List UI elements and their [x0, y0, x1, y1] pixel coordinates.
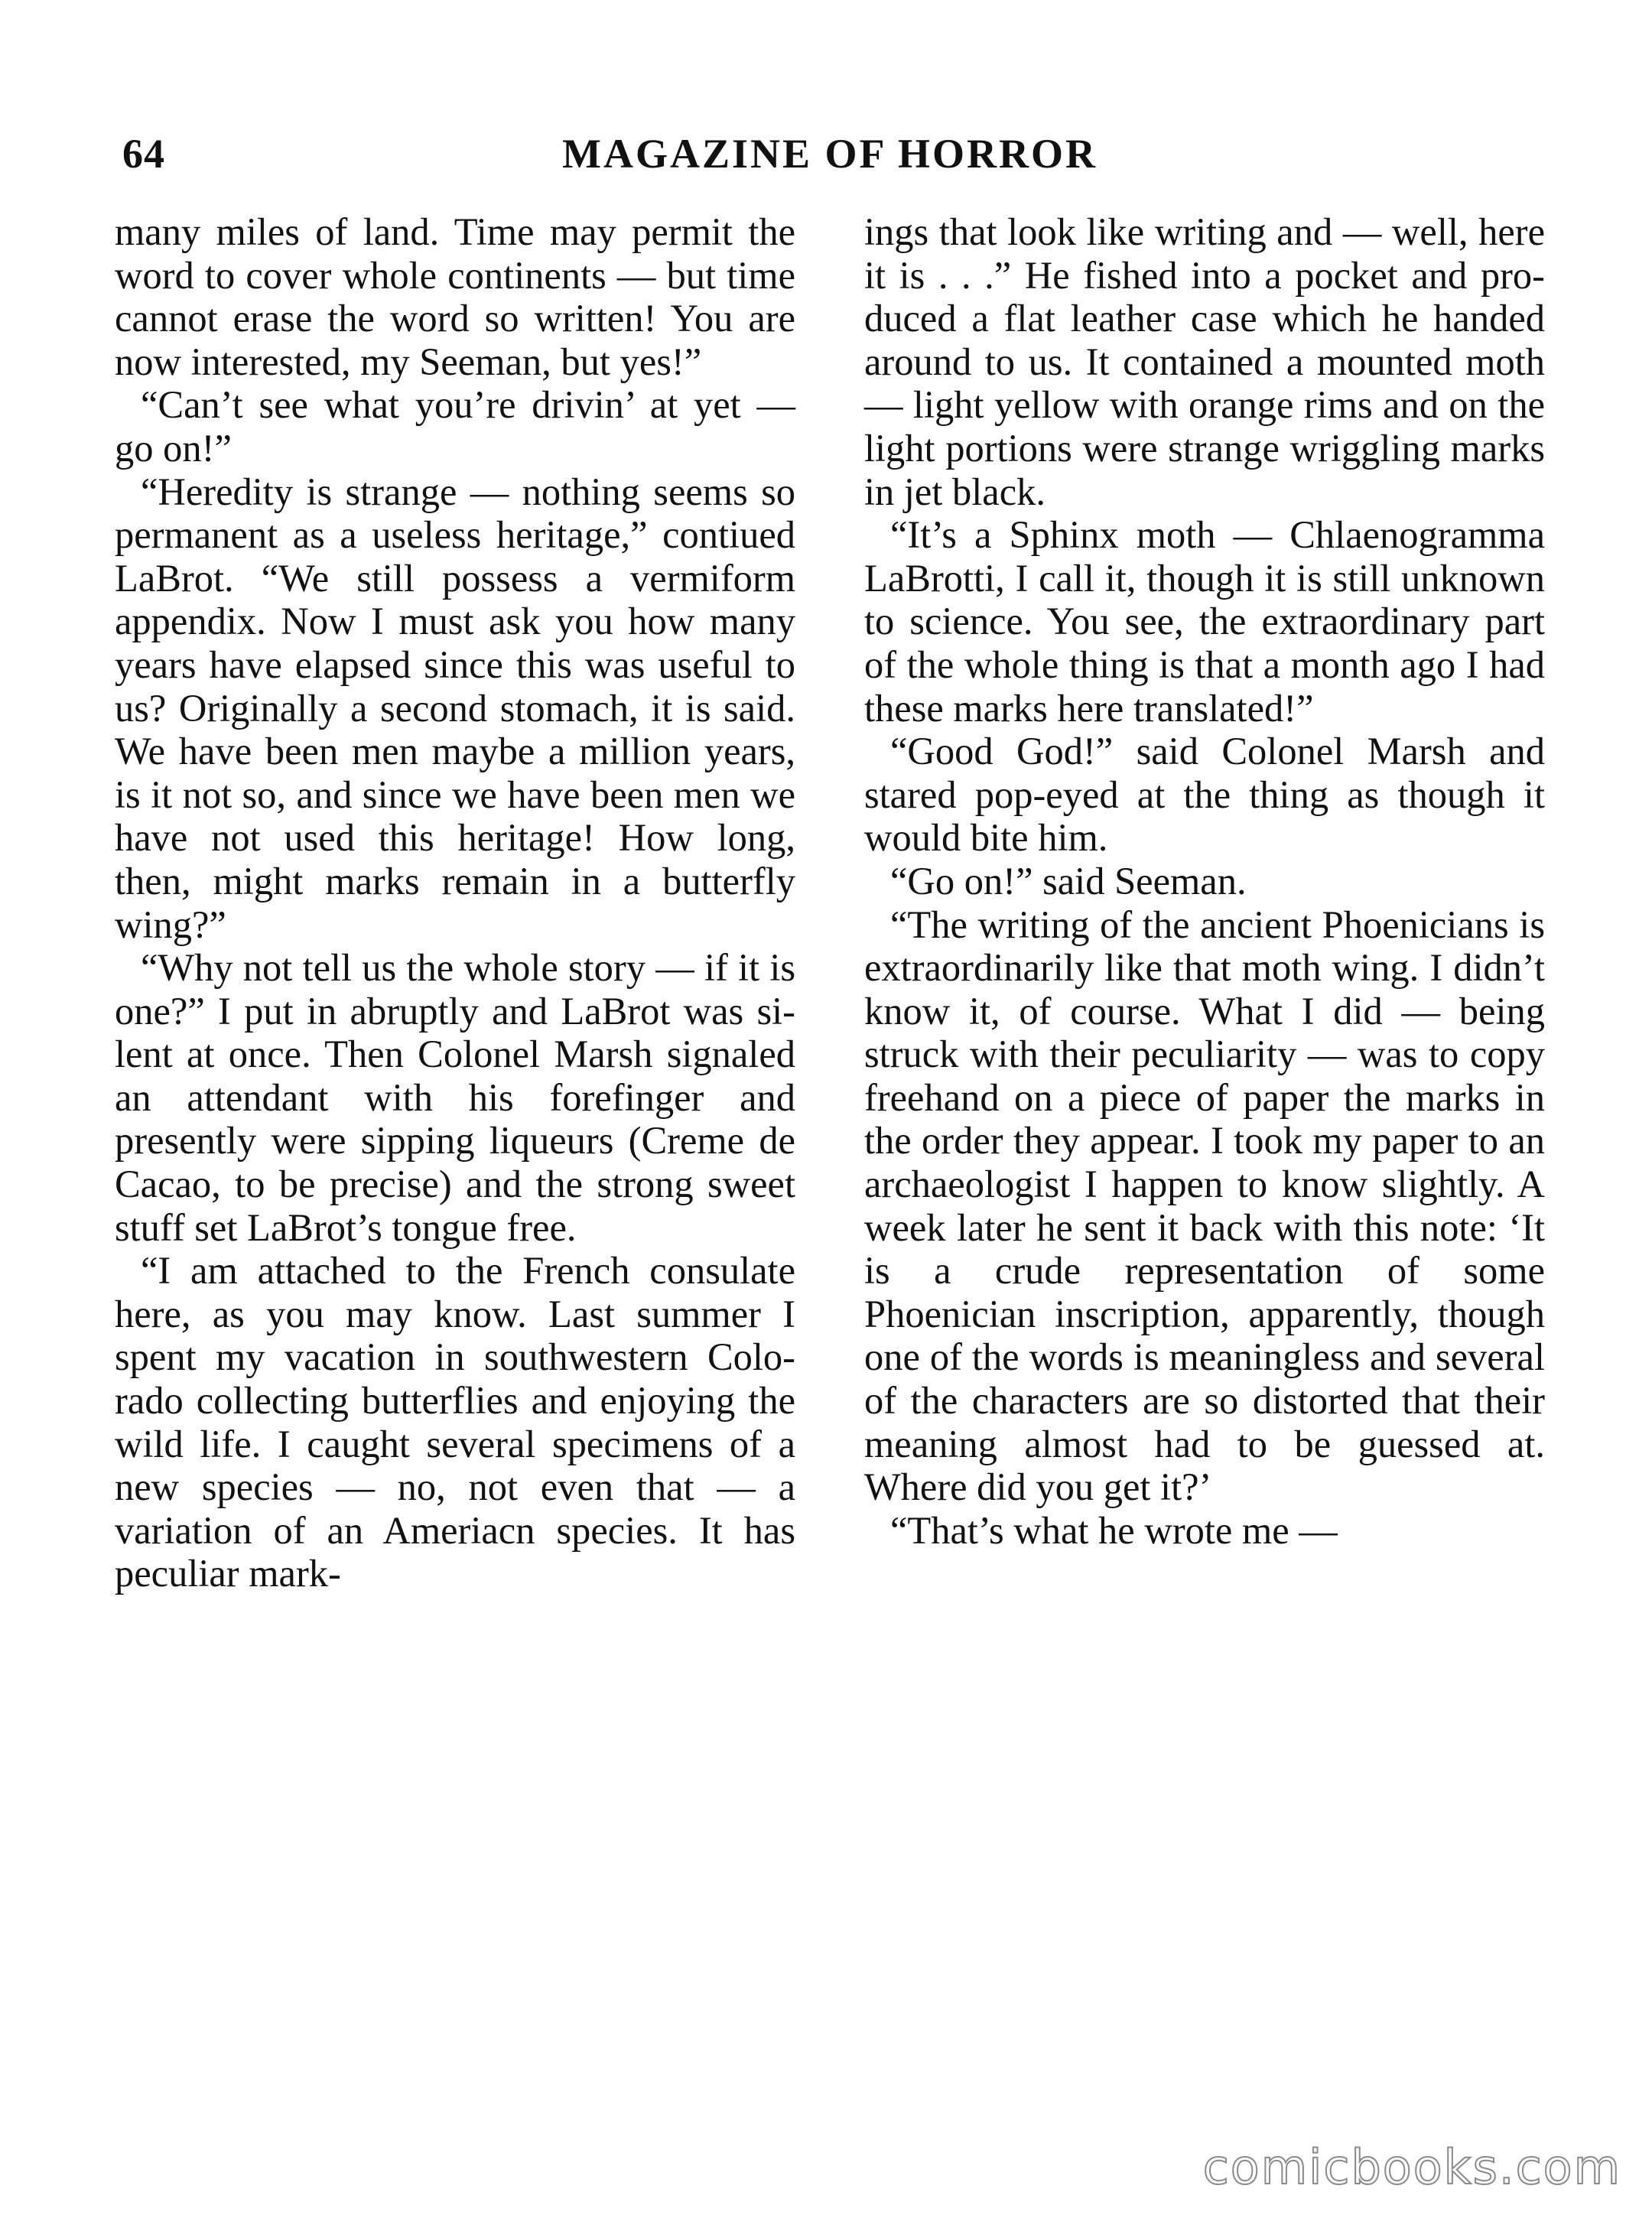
- paragraph: “Why not tell us the whole story — if it is one?” I put in abruptly and LaBrot was silent at once. Then Colonel Marsh signaled an attendant with his forefinger and presently were sipping liqueurs (Creme de Cacao, to be precise) and the strong sweet stuff set LaBrot’s tongue free.: [115, 946, 795, 1249]
- page-header: [115, 130, 1545, 199]
- paragraph: “The writing of the ancient Phoenicians is extraordinarily like that moth wing. I didn’t know it, of course. What I did — being struck with their peculiarity — was to copy freehand on a piece of paper the marks in the order they appear. I took my paper to an archaeologist I happen to know slightly. A week later he sent it back with this note: ‘It is a crude representation of some Phoenician inscription, apparently, though one of the words is meaningless and several of the characters are so distorted that their meaning almost had to be guessed at. Where did you get it?’: [864, 902, 1545, 1509]
- page-number: 64: [122, 131, 165, 177]
- paragraph: “Good God!” said Colonel Marsh and stared pop-eyed at the thing as though it would bite him.: [864, 730, 1545, 860]
- paragraph: “I am attached to the French consulate here, as you may know. Last summer I spent my vacation in southwestern Colorado collecting butterflies and enjoying the wild life. I caught several specimens of a new species — no, not even that — a variation of an Ameriacn species. It has peculiar mark-: [115, 1249, 795, 1595]
- text-columns: [115, 210, 1545, 2099]
- paragraph: “That’s what he wrote me —: [890, 1508, 1338, 1552]
- paragraph: “Heredity is strange — nothing seems so permanent as a useless heritage,” contiued LaBrot. “We still possess a vermiform appendix. Now I must ask you how many years have elapsed since this was useful to us? Originally a second stomach, it is said. We have been men maybe a million years, is it not so, and since we have been men we have not used this heritage! How long, then, might marks remain in a butterfly wing?”: [115, 470, 795, 946]
- paragraph: “It’s a Sphinx moth — Chlaenogramma LaBrotti, I call it, though it is still unknown to science. You see, the extraordinary part of the whole thing is that a month ago I had these marks here translated!”: [864, 513, 1545, 730]
- paragraph: “Can’t see what you’re drivin’ at yet — go on!”: [115, 383, 795, 470]
- paragraph: ings that look like writing and — well, here it is . . .” He fished into a pocket and produced a flat leather case which he handed around to us. It contained a mounted moth — light yellow with orange rims and on the light portions were strange wriggling marks in jet black.: [864, 210, 1545, 513]
- left-column: [115, 210, 795, 2099]
- watermark: comicbooks.com: [1202, 2139, 1621, 2195]
- paragraph: many miles of land. Time may permit the word to cover whole continents — but time cannot erase the word so written! You are now interested, my Seeman, but yes!”: [115, 210, 795, 383]
- paragraph: “Go on!” said Seeman.: [890, 859, 1247, 902]
- running-title: MAGAZINE OF HORROR: [562, 131, 1098, 177]
- right-column: [864, 210, 1545, 2099]
